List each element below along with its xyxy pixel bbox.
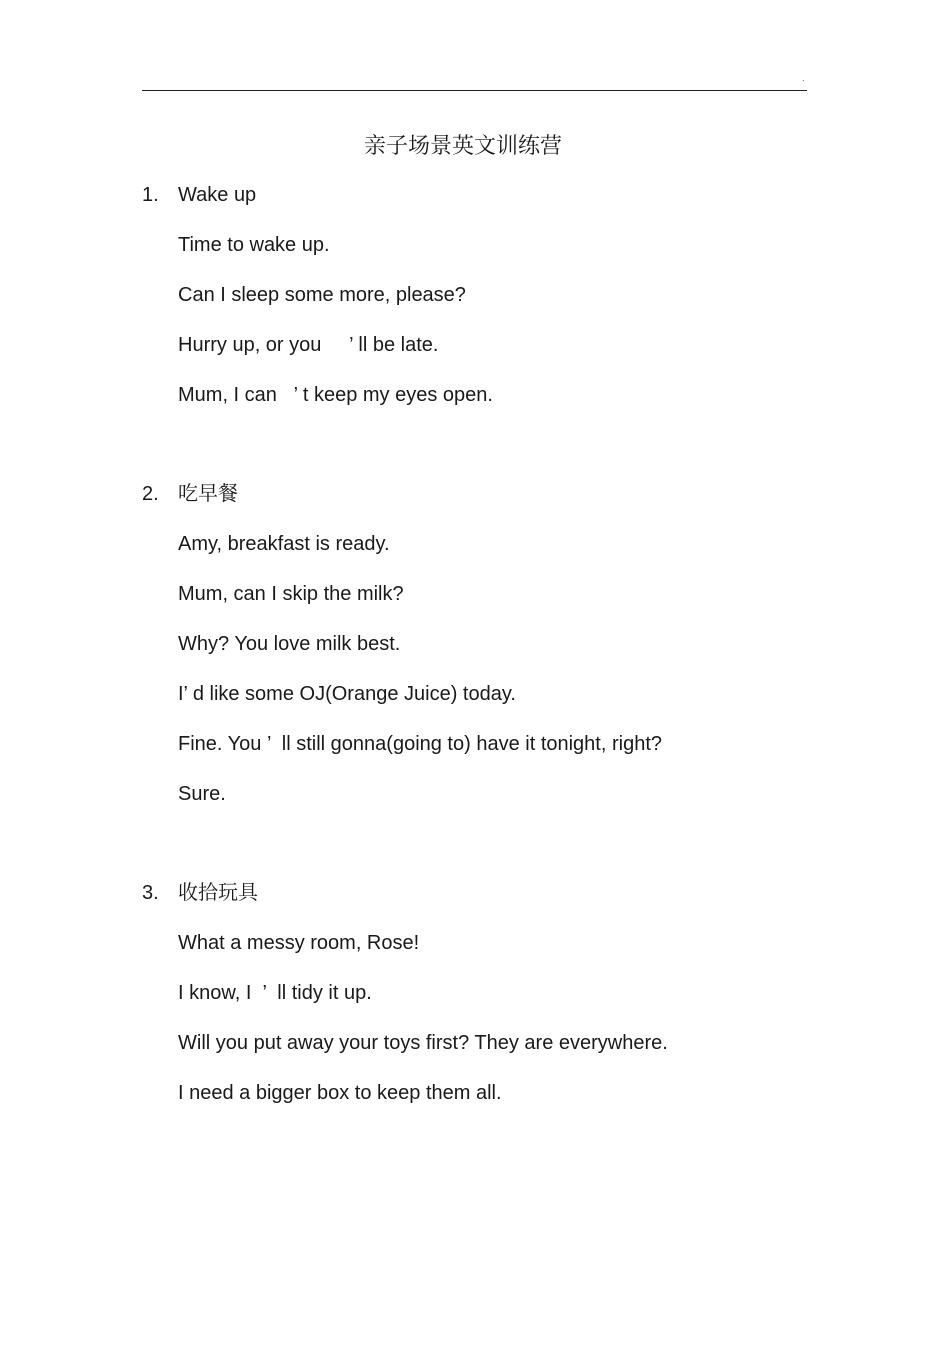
header-rule <box>142 90 807 91</box>
section-title: Wake up <box>178 184 257 206</box>
dialogue-line: Can I sleep some more, please? <box>178 284 466 306</box>
document-title: 亲子场景英文训练营 <box>363 134 562 159</box>
section-2-heading <box>142 480 238 508</box>
section-3-heading <box>142 879 258 907</box>
section-number: 2. <box>142 483 159 505</box>
section-1-heading <box>142 181 256 209</box>
dialogue-line: Amy, breakfast is ready. <box>178 533 390 555</box>
dialogue-line: Why? You love milk best. <box>178 633 401 655</box>
dialogue-line: Will you put away your toys first? They are everywhere. <box>178 1032 668 1054</box>
dialogue-line: Mum, can I skip the milk? <box>178 583 404 605</box>
section-number: 1. <box>142 184 159 206</box>
dialogue-line: Fine. You ’ ll still gonna(going to) have it tonight, right? <box>178 733 663 755</box>
section-number: 3. <box>142 882 159 904</box>
dialogue-line: I need a bigger box to keep them all. <box>178 1082 502 1104</box>
dialogue-line: I’ d like some OJ(Orange Juice) today. <box>178 683 516 705</box>
dialogue-line: Sure. <box>178 783 226 805</box>
section-title: 收拾玩具 <box>178 882 258 904</box>
section-title: 吃早餐 <box>178 483 238 505</box>
header-corner-mark: . <box>802 73 805 83</box>
dialogue-line: What a messy room, Rose! <box>178 932 420 954</box>
dialogue-line: Time to wake up. <box>178 234 330 256</box>
dialogue-line: I know, I ’ ll tidy it up. <box>178 982 372 1004</box>
dialogue-line: Mum, I can ’ t keep my eyes open. <box>178 384 493 406</box>
dialogue-line: Hurry up, or you ’ ll be late. <box>178 334 439 356</box>
